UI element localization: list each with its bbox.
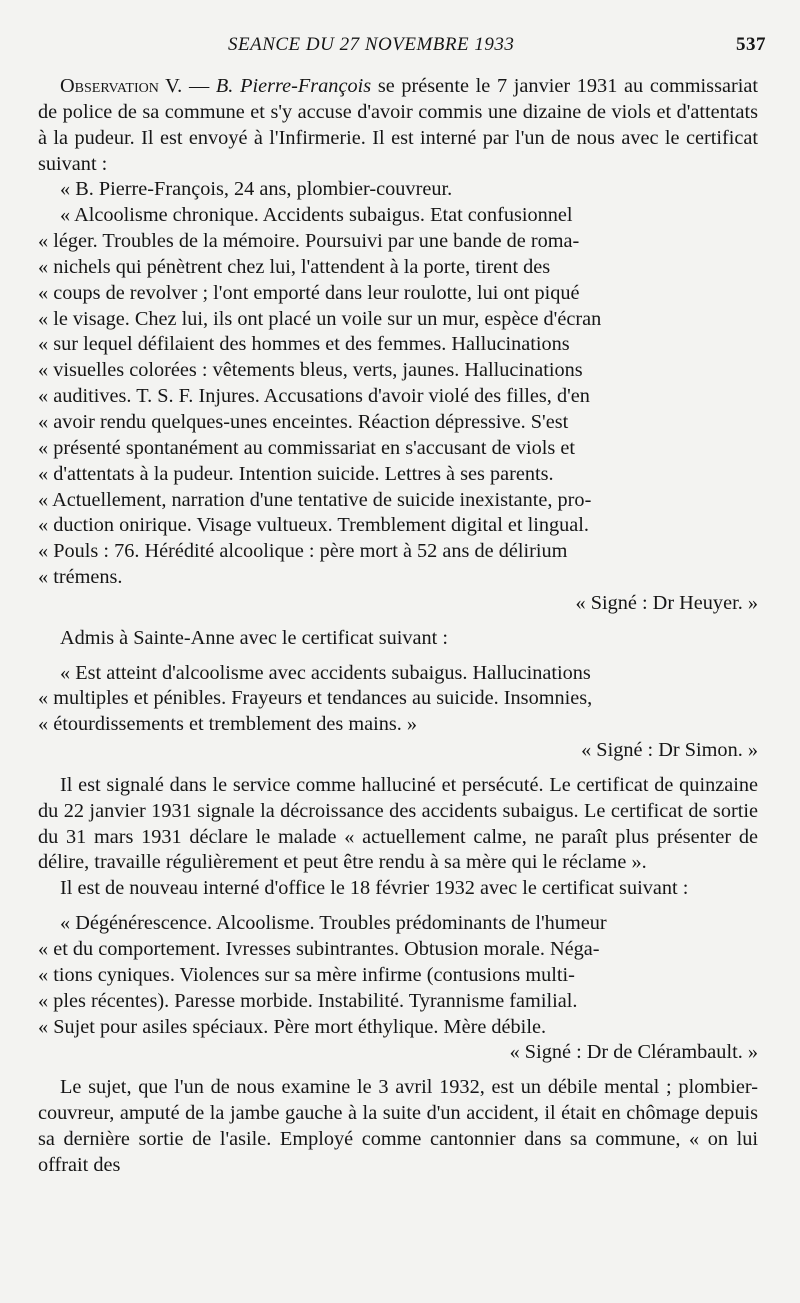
observation-label: Observation V. (60, 75, 183, 97)
patient-name: B. Pierre-François (215, 75, 372, 97)
certificate-clerambault (38, 911, 758, 1066)
certificate-line: « léger. Troubles de la mémoire. Poursuivi par une bande de roma- (38, 230, 580, 253)
certificate-line: « visuelles colorées : vêtements bleus, verts, jaunes. Hallucinations (38, 359, 583, 382)
page-header-title: SEANCE DU 27 NOVEMBRE 1933 (228, 34, 515, 55)
certificate-line: « nichels qui pénètrent chez lui, l'attendent à la porte, tirent des (38, 255, 551, 278)
certificate-line: « Actuellement, narration d'une tentative de suicide inexistante, pro- (38, 488, 592, 511)
certificate-line: « B. Pierre-François, 24 ans, plombier-couvreur. (60, 178, 453, 201)
admission-text: Admis à Sainte-Anne avec le certificat suivant : (60, 626, 449, 649)
certificate-line: « Alcoolisme chronique. Accidents subaigus. Etat confusionnel (60, 204, 573, 227)
observation-dash: — (188, 75, 210, 97)
certificate-line: « présenté spontanément au commissariat en s'accusant de viols et (38, 436, 575, 459)
certificate-line: « Est atteint d'alcoolisme avec accidents subaigus. Hallucinations (60, 661, 591, 684)
certificate-line: « duction onirique. Visage vultueux. Tremblement digital et lingual. (38, 514, 589, 537)
paragraph-reinternment: Il est de nouveau interné d'office le 18 février 1932 avec le certificat suivant : (60, 877, 689, 900)
certificate-line: « auditives. T. S. F. Injures. Accusations d'avoir violé des filles, d'en (38, 385, 590, 408)
running-header (38, 34, 766, 60)
observation-intro-text: se présente le 7 janvier 1931 au commissariat de police de sa commune et s'y accuse d'avoir commis une dizaine de viols et d'attentats à la pudeur. Il est envoyé à l'Infirmerie. Il est interné par l'un de nous avec le certificat suivant : (38, 75, 758, 175)
page-number: 537 (736, 34, 766, 55)
certificate-line: « Sujet pour asiles spéciaux. Père mort éthylique. Mère débile. (38, 1015, 547, 1038)
certificate-line: « et du comportement. Ivresses subintrantes. Obtusion morale. Néga- (38, 938, 600, 960)
certificate-line: « sur lequel défilaient des hommes et des femmes. Hallucinations (38, 333, 570, 356)
observation-intro (38, 74, 758, 177)
certificate-line: « trémens. (38, 566, 123, 589)
certificate-simon (38, 661, 758, 764)
certificate-line: « d'attentats à la pudeur. Intention suicide. Lettres à ses parents. (38, 462, 554, 485)
signature-clerambault: « Signé : Dr de Clérambault. » (509, 1041, 758, 1064)
signature-heuyer: « Signé : Dr Heuyer. » (575, 591, 758, 614)
certificate-line: « Dégénérescence. Alcoolisme. Troubles prédominants de l'humeur (60, 912, 607, 935)
certificate-line: « le visage. Chez lui, ils ont placé un voile sur un mur, espèce d'écran (38, 307, 602, 330)
certificate-line: « coups de revolver ; l'ont emporté dans leur roulotte, lui ont piqué (38, 281, 580, 304)
certificate-line: « Pouls : 76. Hérédité alcoolique : père mort à 52 ans de délirium (38, 540, 568, 563)
certificate-line: « multiples et pénibles. Frayeurs et tendances au suicide. Insomnies, (38, 687, 593, 710)
certificate-line: « étourdissements et tremblement des mains. » (38, 713, 418, 736)
paragraph-service: Il est signalé dans le service comme halluciné et persécuté. Le certificat de quinzaine du 22 janvier 1931 signale la décroissance des accidents subaigus. Le certificat de sortie du 31 mars 1931 déclare le malade « actuellement calme, ne paraît plus présenter de délire, travaille régulièrement et peut être rendu à sa mère qui le réclame ». (38, 773, 758, 874)
certificate-line: « tions cyniques. Violences sur sa mère infirme (contusions multi- (38, 963, 575, 986)
certificate-heuyer (38, 177, 758, 616)
certificate-line: « avoir rendu quelques-unes enceintes. Réaction dépressive. S'est (38, 410, 569, 433)
certificate-line: « ples récentes). Paresse morbide. Instabilité. Tyrannisme familial. (38, 989, 578, 1012)
page-body (38, 74, 758, 1179)
paragraph-examination: Le sujet, que l'un de nous examine le 3 avril 1932, est un débile mental ; plombier-couvreur, amputé de la jambe gauche à la suite d'un accident, il était en chômage depuis sa dernière sortie de l'asile. Employé comme cantonnier dans sa commune, « on lui offrait des (38, 1076, 758, 1176)
signature-simon: « Signé : Dr Simon. » (581, 739, 758, 762)
